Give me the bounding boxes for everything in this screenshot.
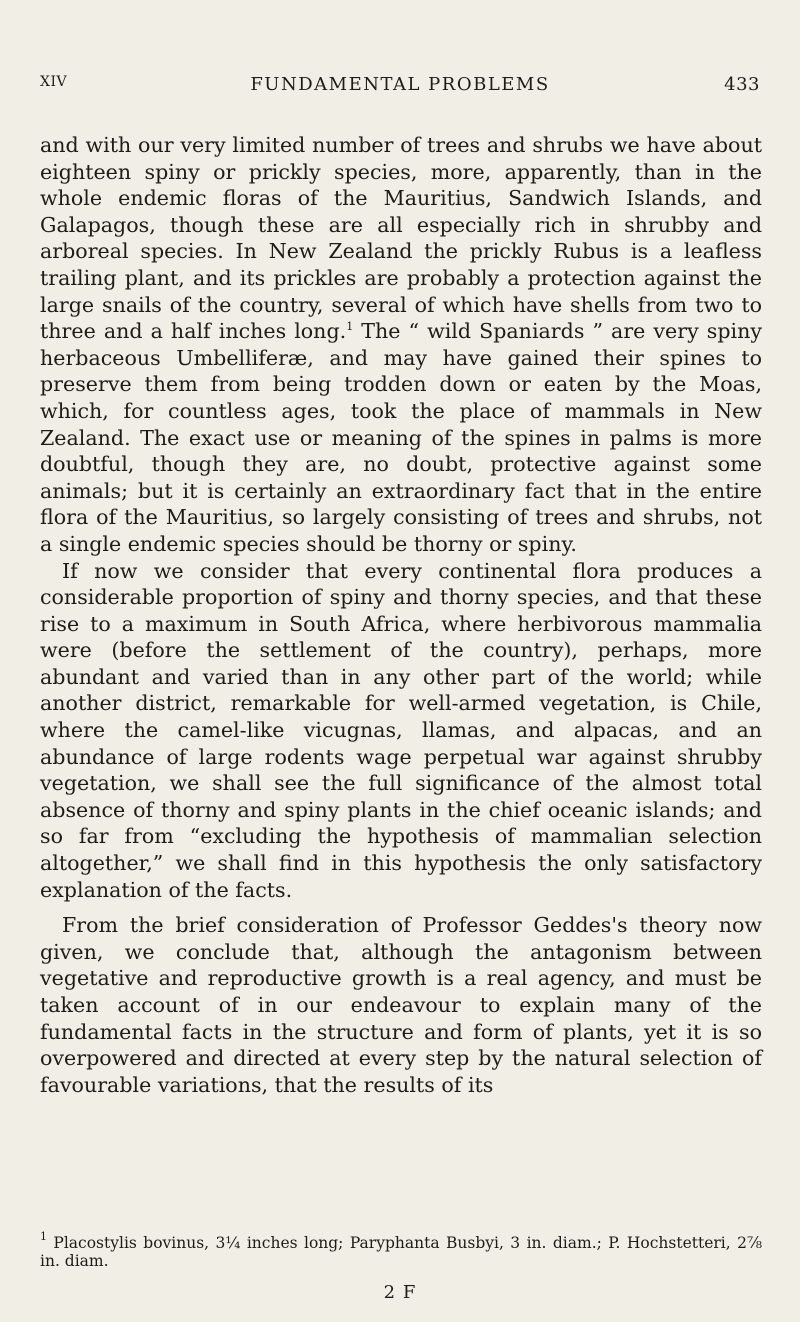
body-text xyxy=(40,132,762,1098)
paragraph-1-continued: The “ wild Spaniards ” are very spiny herbaceous Umbelliferæ, and may have gained their spines to preserve them from being trodden down or eaten by the Moas, which, for countless ages, took the place of mammals in New Zealand. The exact use or meaning of the spines in palms is more doubtful, though they are, no doubt, protective against some animals; but it is certainly an extraordinary fact that in the entire flora of the Mauritius, so largely consisting of trees and shrubs, not a single endemic species should be thorny or spiny. xyxy=(40,319,763,556)
paragraph xyxy=(40,132,762,558)
paragraph: If now we consider that every continental flora produces a considerable proportion of spiny and thorny species, and that these rise to a maximum in South Africa, where herbivorous mammalia were (before the settlement of the country), perhaps, more abundant and varied than in any other part of the world; while another district, remarkable for well-armed vegetation, is Chile, where the camel-like vicugnas, llamas, and alpacas, and an abundance of large rodents wage perpetual war against shrubby vegetation, we shall see the full significance of the almost total absence of thorny and spiny plants in the chief oceanic islands; and so far from “excluding the hypothesis of mammalian selection altogether,” we shall find in this hypothesis the only satisfactory explanation of the facts. xyxy=(40,558,762,902)
page-number: 433 xyxy=(724,74,760,95)
paragraph: From the brief consideration of Professor Geddes's theory now given, we conclude that, although the antagonism between vegetative and reproductive growth is a real agency, and must be taken account of in our endeavour to explain many of the fundamental facts in the structure and form of plants, yet it is so overpowered and directed at every step by the natural selection of favourable variations, that the results of its xyxy=(40,913,762,1097)
footnote xyxy=(40,1230,762,1270)
running-title: FUNDAMENTAL PROBLEMS xyxy=(250,74,550,95)
chapter-number: XIV xyxy=(40,74,68,90)
signature-mark: 2 F xyxy=(383,1282,417,1303)
footnote-marker: 1 xyxy=(346,320,354,334)
paragraph-1-text: and with our very limited number of trees and shrubs we have about eighteen spiny or prickly species, more, apparently, than in the whole endemic floras of the Mauritius, Sandwich Islands, and Galapagos, though these are all especially rich in shrubby and arboreal species. In New Zealand the prickly Rubus is a leafless trailing plant, and its prickles are probably a protection against the large snails of the country, several of which have shells from two to three and a half inches long. xyxy=(40,133,762,344)
footnote-number: 1 xyxy=(40,1230,47,1243)
footnote-text: Placostylis bovinus, 3¼ inches long; Paryphanta Busbyi, 3 in. diam.; P. Hochstetteri, 2⅞ in. diam. xyxy=(40,1234,762,1270)
running-header xyxy=(40,74,760,110)
